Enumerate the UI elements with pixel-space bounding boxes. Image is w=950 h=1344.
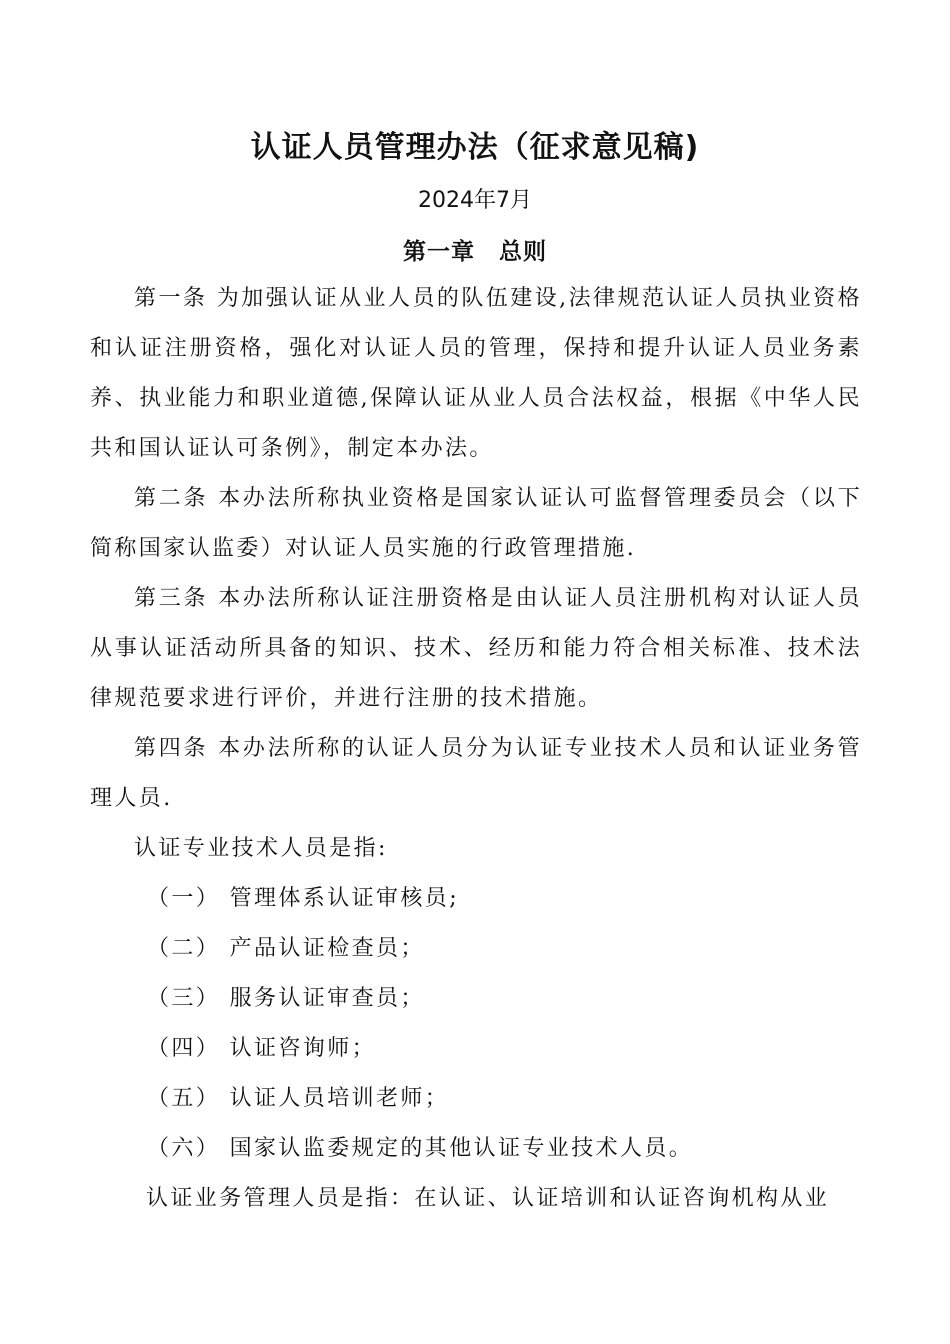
chapter-heading: 第一章 总则 (403, 239, 547, 265)
list-item: （三） 服务认证审查员； (147, 986, 425, 1011)
article-4: 第四条 本办法所称的认证人员分为认证专业技术人员和认证业务管理人员. (90, 736, 862, 811)
document-title: 认证人员管理办法（征求意见稿) (250, 130, 700, 165)
list-item: （四） 认证咨询师； (147, 1036, 376, 1061)
list-item: （二） 产品认证检查员； (147, 936, 425, 961)
list-item: （六） 国家认监委规定的其他认证专业技术人员。 (147, 1136, 694, 1161)
document-date: 2024年7月 (418, 188, 532, 213)
mgmt-staff-intro: 认证业务管理人员是指：在认证、认证培训和认证咨询机构从业 (146, 1186, 830, 1211)
article-1: 第一条 为加强认证从业人员的队伍建设,法律规范认证人员执业资格和认证注册资格，强化对认证人员的管理，保持和提升认证人员业务素养、执业能力和职业道德,保障认证从业人员合法权益，根据《中华人民共和国认证认可条例》，制定本办法。 (90, 286, 862, 461)
tech-staff-intro: 认证专业技术人员是指: (134, 836, 388, 861)
list-item: （五） 认证人员培训老师； (147, 1086, 450, 1111)
document-body (90, 274, 862, 1224)
article-3: 第三条 本办法所称认证注册资格是由认证人员注册机构对认证人员从事认证活动所具备的知识、技术、经历和能力符合相关标准、技术法律规范要求进行评价，并进行注册的技术措施。 (90, 586, 862, 711)
article-2: 第二条 本办法所称执业资格是国家认证认可监督管理委员会（以下简称国家认监委）对认证人员实施的行政管理措施. (90, 486, 862, 561)
list-item: （一） 管理体系认证审核员; (147, 886, 460, 911)
